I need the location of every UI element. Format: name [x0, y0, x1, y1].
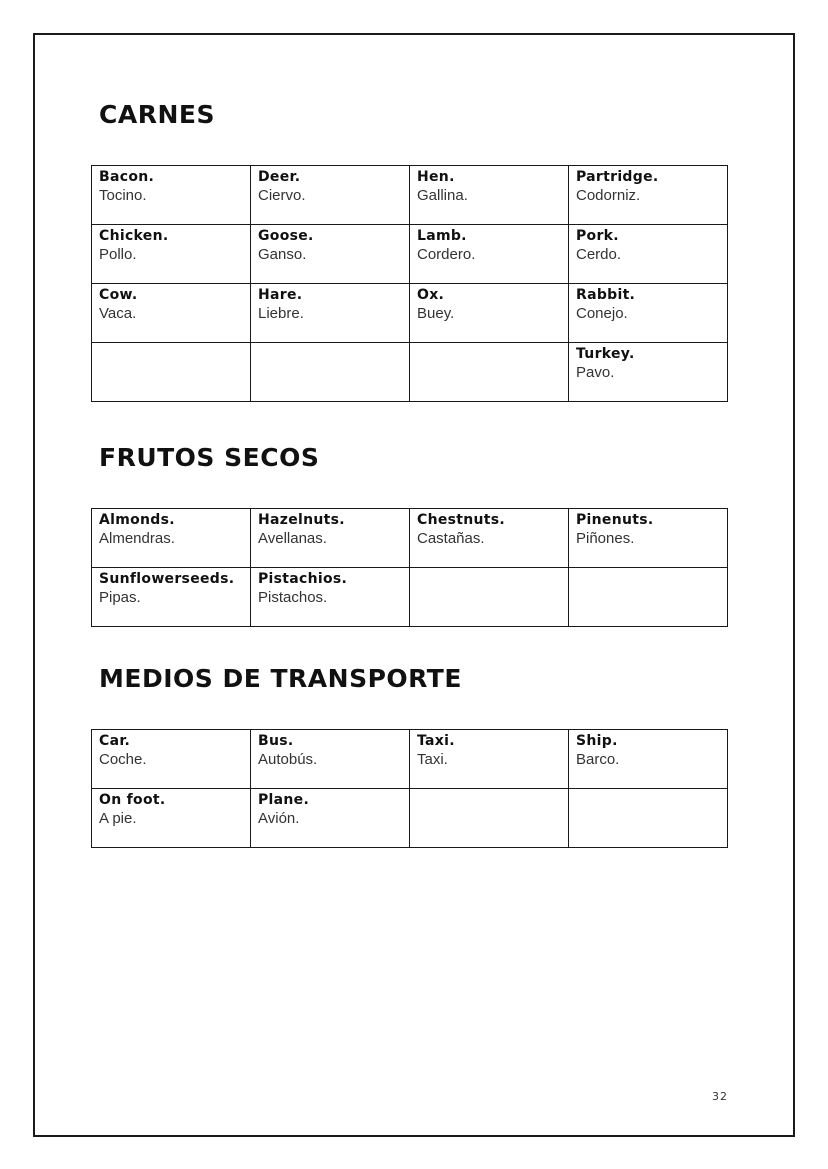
table-frutos-secos [91, 508, 728, 627]
english-word: Hen. [417, 169, 455, 185]
vocab-cell-empty [410, 343, 569, 402]
spanish-word: Pistachos. [258, 589, 328, 606]
spanish-word: Pipas. [99, 589, 141, 606]
vocab-cell [92, 225, 251, 284]
table-row [92, 568, 728, 627]
english-word: Hare. [258, 287, 303, 303]
spanish-word: Codorniz. [576, 187, 641, 204]
vocab-cell [410, 730, 569, 789]
vocab-cell [569, 509, 728, 568]
vocab-cell [410, 284, 569, 343]
english-word: Rabbit. [576, 287, 636, 303]
spanish-word: Castañas. [417, 530, 485, 547]
vocab-cell-empty [410, 789, 569, 848]
section-title-medios-de-transporte: MEDIOS DE TRANSPORTE [99, 664, 462, 693]
english-word: Bus. [258, 733, 294, 749]
spanish-word: Buey. [417, 305, 455, 322]
english-word: Car. [99, 733, 131, 749]
table-row [92, 789, 728, 848]
english-word: Chicken. [99, 228, 169, 244]
english-word: Turkey. [576, 346, 635, 362]
english-word: Pistachios. [258, 571, 348, 587]
spanish-word: Ganso. [258, 246, 307, 263]
vocab-cell-empty [569, 789, 728, 848]
page-number: 32 [712, 1090, 728, 1103]
spanish-word: Pollo. [99, 246, 137, 263]
english-word: Taxi. [417, 733, 455, 749]
spanish-word: Pavo. [576, 364, 615, 381]
section-title-frutos-secos: FRUTOS SECOS [99, 443, 320, 472]
spanish-word: Vaca. [99, 305, 137, 322]
english-word: Chestnuts. [417, 512, 506, 528]
spanish-word: Cordero. [417, 246, 476, 263]
section-title-carnes: CARNES [99, 100, 215, 129]
english-word: Cow. [99, 287, 138, 303]
vocab-cell [569, 343, 728, 402]
spanish-word: Barco. [576, 751, 620, 768]
spanish-word: Avellanas. [258, 530, 327, 547]
spanish-word: Tocino. [99, 187, 147, 204]
spanish-word: Taxi. [417, 751, 448, 768]
vocab-cell [92, 284, 251, 343]
english-word: Pinenuts. [576, 512, 654, 528]
spanish-word: Piñones. [576, 530, 635, 547]
english-word: Almonds. [99, 512, 175, 528]
vocab-cell [569, 730, 728, 789]
table-carnes [91, 165, 728, 402]
vocab-cell [251, 568, 410, 627]
vocab-cell [92, 166, 251, 225]
vocab-cell [410, 509, 569, 568]
vocab-cell-empty [92, 343, 251, 402]
english-word: Sunflowerseeds. [99, 571, 235, 587]
vocab-cell [251, 789, 410, 848]
vocab-cell [251, 730, 410, 789]
vocab-cell [569, 166, 728, 225]
english-word: On foot. [99, 792, 166, 808]
table-row [92, 730, 728, 789]
vocab-cell [410, 166, 569, 225]
vocab-cell-empty [410, 568, 569, 627]
table-row [92, 284, 728, 343]
vocab-cell [569, 225, 728, 284]
table-medios-de-transporte [91, 729, 728, 848]
vocab-cell [92, 730, 251, 789]
spanish-word: Almendras. [99, 530, 175, 547]
english-word: Ship. [576, 733, 618, 749]
table-row [92, 166, 728, 225]
english-word: Lamb. [417, 228, 467, 244]
spanish-word: Conejo. [576, 305, 628, 322]
english-word: Bacon. [99, 169, 155, 185]
english-word: Goose. [258, 228, 314, 244]
vocab-cell [251, 284, 410, 343]
english-word: Partridge. [576, 169, 659, 185]
english-word: Plane. [258, 792, 310, 808]
spanish-word: Autobús. [258, 751, 318, 768]
vocab-cell-empty [569, 568, 728, 627]
spanish-word: A pie. [99, 810, 137, 827]
english-word: Ox. [417, 287, 445, 303]
vocab-cell [251, 509, 410, 568]
vocab-cell [92, 568, 251, 627]
vocab-cell [92, 789, 251, 848]
vocab-cell-empty [251, 343, 410, 402]
spanish-word: Avión. [258, 810, 300, 827]
vocab-cell [251, 225, 410, 284]
spanish-word: Coche. [99, 751, 147, 768]
table-row [92, 343, 728, 402]
vocab-cell [92, 509, 251, 568]
spanish-word: Gallina. [417, 187, 468, 204]
spanish-word: Cerdo. [576, 246, 622, 263]
table-row [92, 225, 728, 284]
spanish-word: Ciervo. [258, 187, 306, 204]
english-word: Pork. [576, 228, 619, 244]
table-row [92, 509, 728, 568]
spanish-word: Liebre. [258, 305, 304, 322]
vocab-cell [569, 284, 728, 343]
english-word: Hazelnuts. [258, 512, 345, 528]
vocab-cell [410, 225, 569, 284]
vocab-cell [251, 166, 410, 225]
english-word: Deer. [258, 169, 301, 185]
